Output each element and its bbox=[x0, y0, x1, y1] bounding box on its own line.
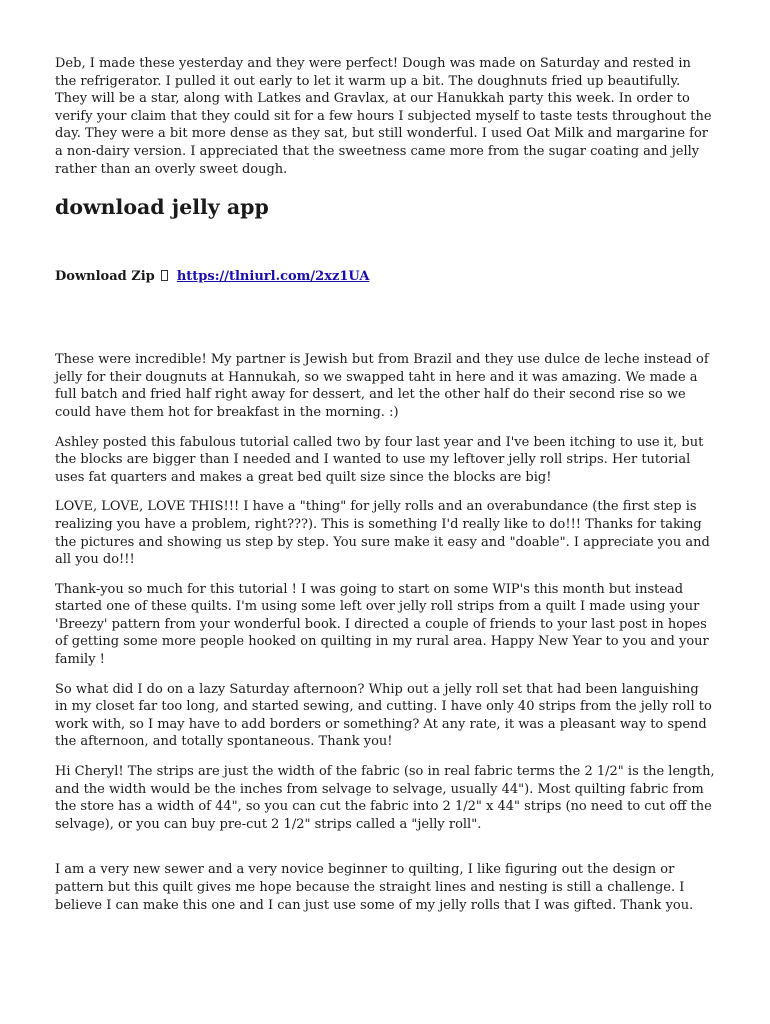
intro-paragraph: Deb, I made these yesterday and they were perfect! Dough was made on Saturday and rested in the refrigerator. I pulled it out early to let it warm up a bit. The doughnuts fried up beautifully. They will be a star, along with Latkes and Gravlax, at our Hanukkah party this week. In order to verify your claim that they could sit for a few hours I subjected myself to taste tests throughout the day. They were a bit more dense as they sat, but still wonderful. I used Oat Milk and margarine for a non-dairy version. I appreciated that the sweetness came more from the sugar coating and jelly rather than an overly sweet dough. bbox=[55, 56, 712, 177]
comment-paragraph: Ashley posted this fabulous tutorial called two by four last year and I've been itching to use it, but the blocks are bigger than I needed and I wanted to use my leftover jelly roll strips. Her tutorial uses fat quarters and makes a great bed quilt size since the blocks are big! bbox=[55, 434, 704, 485]
comment-paragraph: These were incredible! My partner is Jewish but from Brazil and they use dulce de leche instead of jelly for their dougnuts at Hannukah, so we swapped taht in here and it was amazing. We made a full batch and fried half right away for dessert, and let the other half do their second rise so we could have them hot for breakfast in the morning. :) bbox=[55, 352, 709, 420]
download-label: Download Zip bbox=[55, 269, 155, 285]
download-line bbox=[55, 268, 715, 285]
download-link[interactable]: https://tlniurl.com/2xz1UA bbox=[176, 269, 370, 285]
comment-paragraph: Thank-you so much for this tutorial ! I was going to start on some WIP's this month but instead started one of these quilts. I'm using some left over jelly roll strips from a quilt I made using your 'Breezy' pattern from your wonderful book. I directed a couple of friends to your last post in hopes of getting some more people hooked on quilting in my rural area. Happy New Year to you and your family ! bbox=[55, 581, 709, 668]
missing-glyph-icon bbox=[161, 270, 168, 281]
comments-section bbox=[55, 351, 715, 914]
document-page bbox=[55, 55, 715, 914]
comment-paragraph: LOVE, LOVE, LOVE THIS!!! I have a "thing" for jelly rolls and an overabundance (the first step is realizing you have a problem, right???). This is something I'd really like to do!!! Thanks for taking the pictures and showing us step by step. You sure make it easy and "doable". I appreciate you and all you do!!! bbox=[55, 499, 710, 568]
comment-paragraph: So what did I do on a lazy Saturday afternoon? Whip out a jelly roll set that had been languishing in my closet far too long, and started sewing, and cutting. I have only 40 strips from the jelly roll to work with, so I may have to add borders or something? At any rate, it was a pleasant way to spend the afternoon, and totally spontaneous. Thank you! bbox=[55, 681, 712, 750]
comment-paragraph: Hi Cheryl! The strips are just the width of the fabric (so in real fabric terms the 2 1/2" is the length, and the width would be the inches from selvage to selvage, usually 44"). Most quilting fabric from the store has a width of 44", so you can cut the fabric into 2 1/2" x 44" strips (no need to cut off the selvage), or you can buy pre-cut 2 1/2" strips called a "jelly roll". bbox=[55, 764, 715, 832]
page-heading: download jelly app bbox=[55, 195, 269, 220]
comment-paragraph: I am a very new sewer and a very novice beginner to quilting, I like figuring out the design or pattern but this quilt gives me hope because the straight lines and nesting is still a challenge. I believe I can make this one and I can just use some of my jelly rolls that I was gifted. Thank you. bbox=[55, 862, 694, 913]
